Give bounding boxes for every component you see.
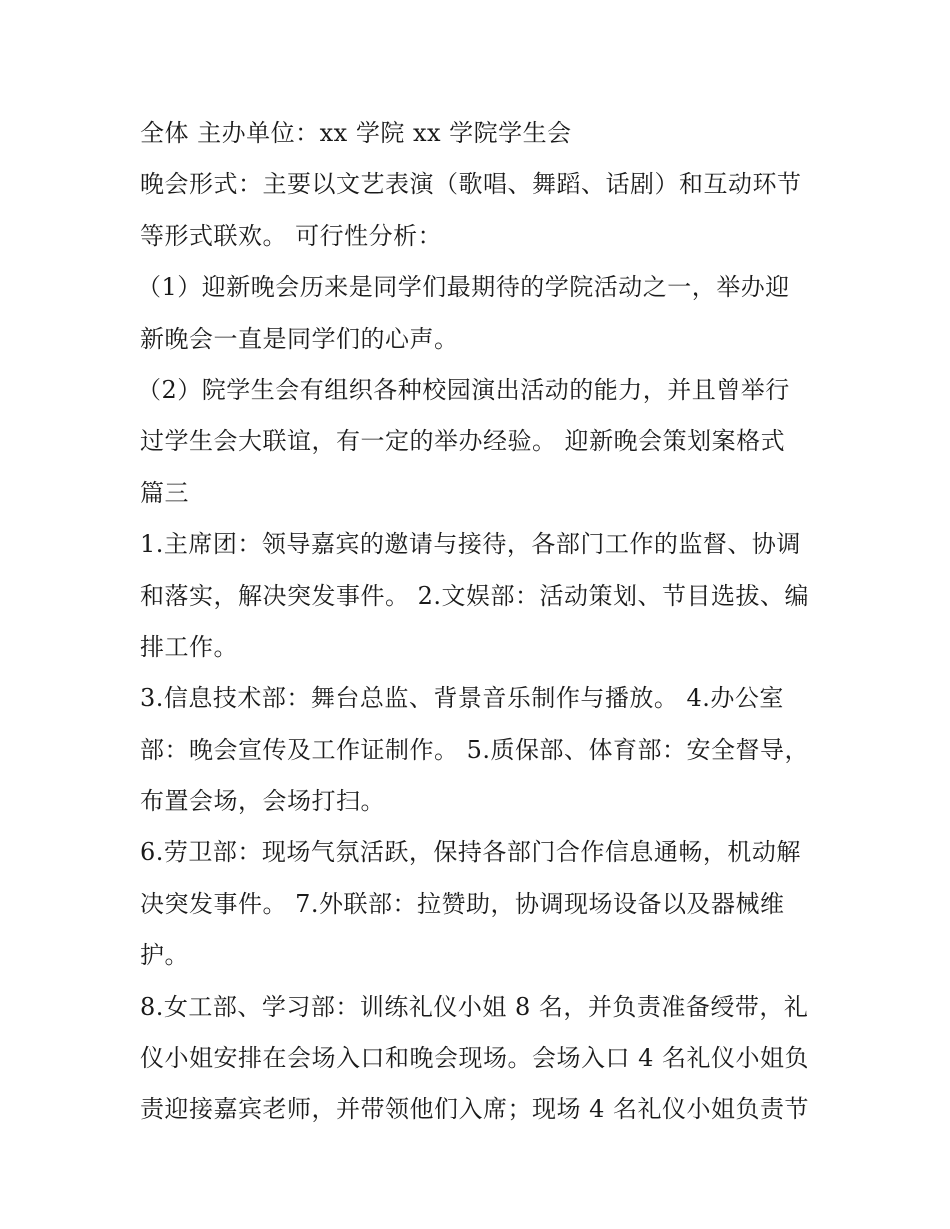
- text-line-format-cont: 等形式联欢。 可行性分析：: [140, 221, 443, 250]
- text-line-dept-1-cont: 和落实，解决突发事件。 2.文娱部：活动策划、节目选拔、编: [140, 581, 810, 610]
- text-line-dept-8: 8.女工部、学习部：训练礼仪小姐 8 名，并负责准备绶带，礼: [140, 992, 809, 1021]
- text-line-dept-7-cont: 护。: [140, 941, 189, 970]
- text-line-dept-4-cont: 部：晚会宣传及工作证制作。 5.质保部、体育部：安全督导，: [140, 735, 810, 764]
- text-line-format: 晚会形式：主要以文艺表演（歌唱、舞蹈、话剧）和互动环节: [140, 170, 802, 199]
- text-line-dept-5-cont: 布置会场，会场打扫。: [140, 787, 385, 816]
- text-line-dept-2-cont: 排工作。: [140, 632, 238, 661]
- text-line-dept-6: 6.劳卫部：现场气氛活跃，保持各部门合作信息通畅，机动解: [140, 838, 801, 867]
- text-line-point-1-cont: 新晚会一直是同学们的心声。: [140, 324, 459, 353]
- text-line-dept-3: 3.信息技术部：舞台总监、背景音乐制作与播放。 4.办公室: [140, 684, 784, 713]
- text-line-point-2-cont: 过学生会大联谊，有一定的举办经验。 迎新晚会策划案格式: [140, 427, 786, 456]
- text-line-dept-6-cont: 决突发事件。 7.外联部：拉赞助，协调现场设备以及器械维: [140, 889, 785, 918]
- text-line-dept-8-cont-2: 责迎接嘉宾老师，并带领他们入席；现场 4 名礼仪小姐负责节: [140, 1095, 810, 1124]
- text-line-point-1: （1）迎新晚会历来是同学们最期待的学院活动之一，举办迎: [137, 273, 790, 302]
- text-line-point-2: （2）院学生会有组织各种校园演出活动的能力，并且曾举行: [137, 375, 790, 404]
- text-line-dept-8-cont: 仪小姐安排在会场入口和晚会现场。会场入口 4 名礼仪小姐负: [140, 1044, 810, 1073]
- text-line-organizer: 全体 主办单位：xx 学院 xx 学院学生会: [140, 119, 572, 147]
- text-line-dept-1: 1.主席团：领导嘉宾的邀请与接待，各部门工作的监督、协调: [140, 530, 801, 559]
- text-line-section-heading: 篇三: [140, 478, 189, 507]
- document-body: [137, 108, 820, 1136]
